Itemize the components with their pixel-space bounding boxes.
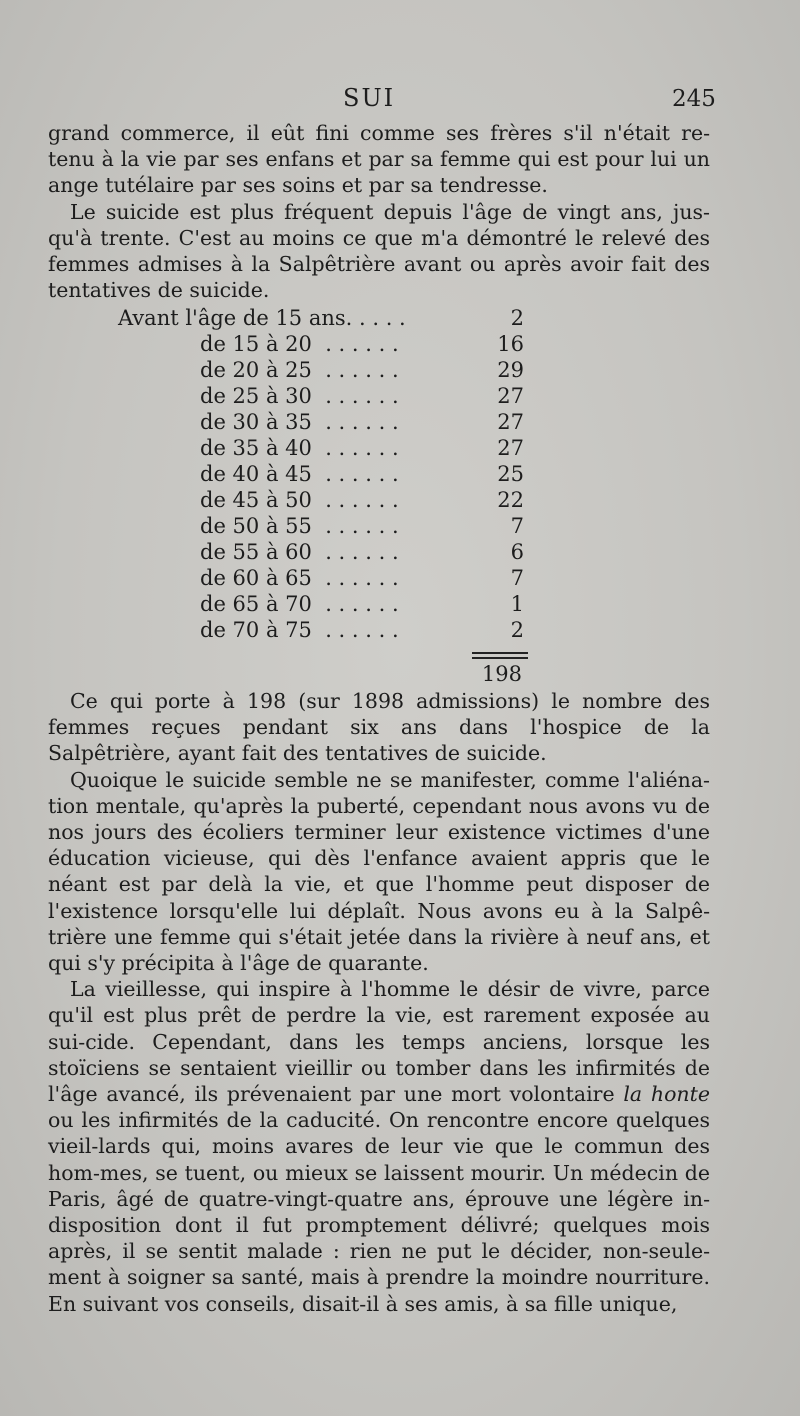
- age-range-label: de 65 à 70 . . . . . .: [200, 592, 399, 616]
- age-range-count: 1: [510, 592, 524, 616]
- age-range-label: de 20 à 25 . . . . . .: [200, 358, 399, 382]
- age-table-row: [0, 488, 800, 514]
- age-table-row: [0, 566, 800, 592]
- age-table-row: [0, 384, 800, 410]
- paragraph-total: Ce qui porte à 198 (sur 1898 admissions) le nombre des femmes reçues pendant six ans dans l'hospice de la Salpêtrière, ayant fait des tentatives de suicide.: [48, 689, 710, 766]
- age-range-label: de 15 à 20 . . . . . .: [200, 332, 399, 356]
- age-range-count: 2: [510, 306, 524, 330]
- age-table-row: [0, 592, 800, 618]
- age-range-label: de 35 à 40 . . . . . .: [200, 436, 399, 460]
- age-range-count: 27: [497, 384, 524, 408]
- age-table-row: [0, 540, 800, 566]
- age-range-count: 29: [497, 358, 524, 382]
- age-range-count: 2: [510, 618, 524, 642]
- age-table-row: [0, 436, 800, 462]
- italic-la-honte: la honte: [623, 1082, 710, 1107]
- age-range-label: de 55 à 60 . . . . . .: [200, 540, 399, 564]
- paragraph-puberty: Quoique le suicide semble ne se manifester, comme l'aliéna-tion mentale, qu'après la puberté, cependant nous avons vu de nos jours des écoliers terminer leur existence victimes d'une éducation vicieuse, qui dès l'enfance avaient appris que le néant est par delà la vie, et que l'homme peut disposer de l'existence lorsqu'elle lui déplaît. Nous avons eu à la Salpê-trière une femme qui s'était jetée dans la rivière à neuf ans, et qui s'y précipita à l'âge de quarante.: [48, 767, 710, 976]
- age-range-count: 16: [497, 332, 524, 356]
- intro-text-block: [48, 120, 710, 303]
- old-age-text-end: ou les infirmités de la caducité. On rencontre encore quelques vieil-lards qui, moins avares de leur vie que le commun des hom-mes, se tuent, ou mieux se laissent mourir. Un médecin de Paris, âgé de quatre-vingt-quatre ans, éprouve une légère in-disposition dont il fut promptement délivré; quelques mois après, il se sentit malade : rien ne put le décider, non-seule-ment à soigner sa santé, mais à prendre la moindre nourriture. En suivant vos conseils, disait-il à ses amis, à sa fille unique,: [48, 1108, 710, 1316]
- age-range-count: 25: [497, 462, 524, 486]
- age-table-row: [0, 618, 800, 644]
- age-range-label: de 60 à 65 . . . . . .: [200, 566, 399, 590]
- age-statistics-table: [0, 306, 800, 696]
- age-range-count: 7: [510, 566, 524, 590]
- age-table-row: [0, 410, 800, 436]
- age-range-label: de 25 à 30 . . . . . .: [200, 384, 399, 408]
- age-range-count: 27: [497, 410, 524, 434]
- age-range-count: 6: [510, 540, 524, 564]
- body-text-block: [48, 688, 710, 1317]
- total-rule: [472, 652, 528, 654]
- paragraph-suicide-age: Le suicide est plus fréquent depuis l'âge de vingt ans, jus-qu'à trente. C'est au moins ce que m'a démontré le relevé des femmes admises à la Salpêtrière avant ou après avoir fait des tentatives de suicide.: [48, 199, 710, 303]
- page-number: 245: [672, 86, 716, 112]
- paragraph-continued: grand commerce, il eût fini comme ses frères s'il n'était re-tenu à la vie par ses enfans et par sa femme qui est pour lui un ange tutélaire par ses soins et par sa tendresse.: [48, 121, 710, 198]
- age-table-row: [0, 514, 800, 540]
- age-table-total: 198: [481, 662, 522, 686]
- age-range-label: de 40 à 45 . . . . . .: [200, 462, 399, 486]
- age-range-count: 22: [497, 488, 524, 512]
- age-table-row: [0, 358, 800, 384]
- age-table-row: [0, 462, 800, 488]
- age-table-row: [0, 332, 800, 358]
- running-head: SUI: [343, 84, 396, 112]
- age-range-count: 7: [510, 514, 524, 538]
- age-range-count: 27: [497, 436, 524, 460]
- age-range-label: Avant l'âge de 15 ans. . . . .: [118, 306, 406, 330]
- page-header: [0, 84, 800, 116]
- age-range-label: de 30 à 35 . . . . . .: [200, 410, 399, 434]
- age-table-row: [0, 306, 800, 332]
- age-range-label: de 45 à 50 . . . . . .: [200, 488, 399, 512]
- age-range-label: de 70 à 75 . . . . . .: [200, 618, 399, 642]
- total-rule-double: [472, 657, 528, 659]
- old-age-text-start: La vieillesse, qui inspire à l'homme le désir de vivre, parce qu'il est plus prêt de perdre la vie, est rarement exposée au sui-cide. Cependant, dans les temps anciens, lorsque les stoïciens se sentaient vieillir ou tomber dans les infirmités de l'âge avancé, ils prévenaient par une mort volontaire: [48, 977, 710, 1107]
- paragraph-old-age: [48, 976, 710, 1317]
- age-range-label: de 50 à 55 . . . . . .: [200, 514, 399, 538]
